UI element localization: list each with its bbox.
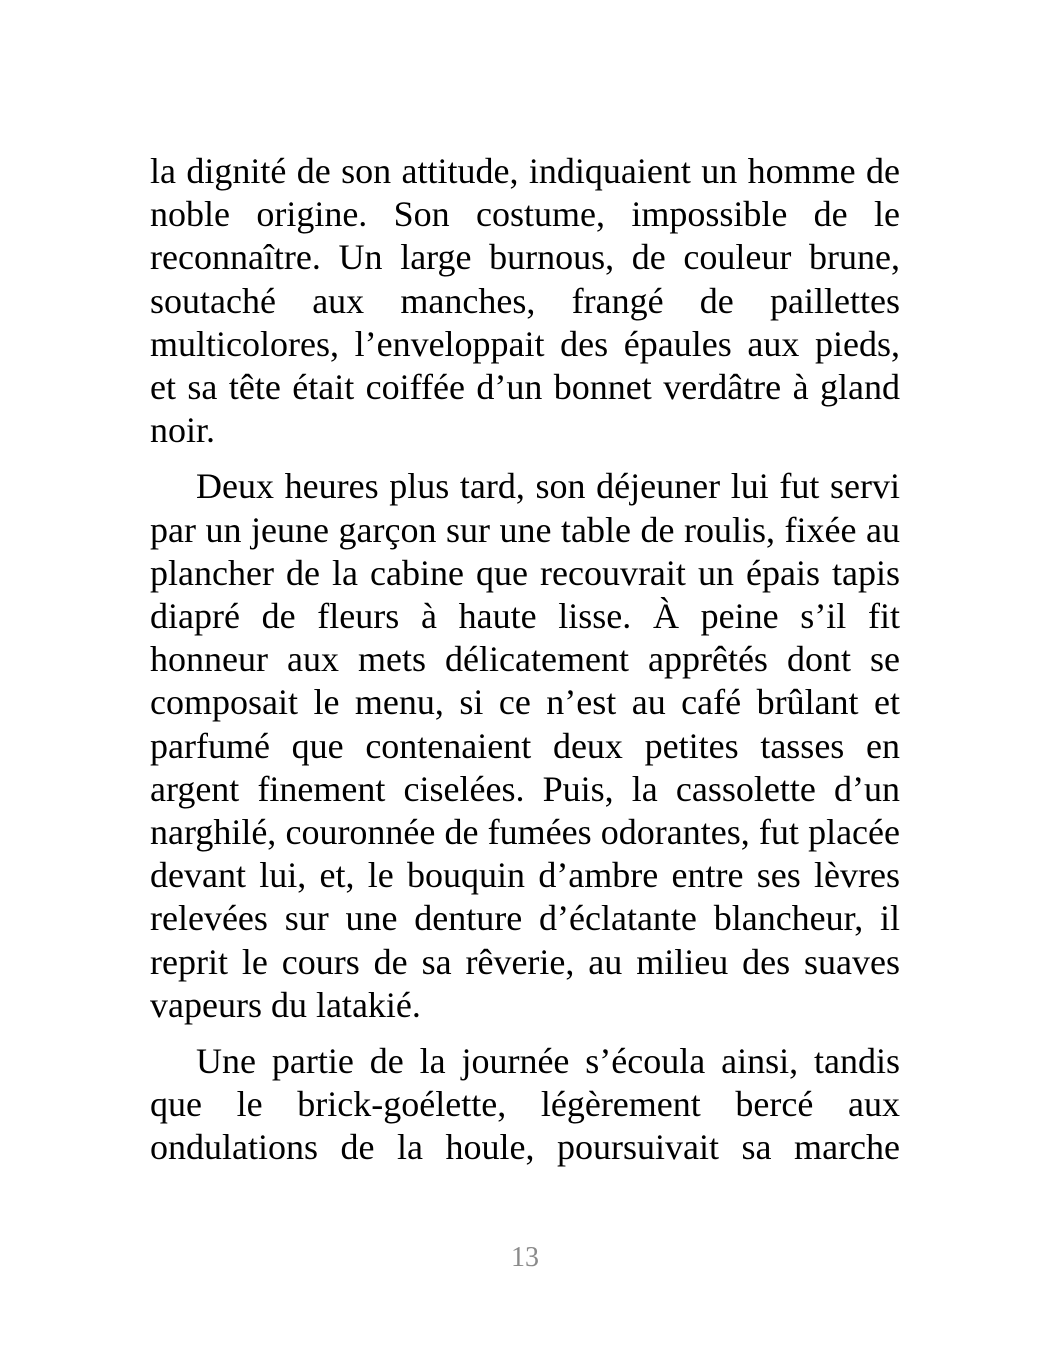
- paragraph-dejeuner: Deux heures plus tard, son déjeuner lui fut servi par un jeune garçon sur une table de roulis, fixée au plancher de la cabine que recouvrait un épais tapis diapré de fleurs à haute lisse. À peine s’il fit honneur aux mets délicatement apprêtés dont se composait le menu, si ce n’est au café brûlant et parfumé que contenaient deux petites tasses en argent finement ciselées. Puis, la cassolette d’un narghilé, couronnée de fumées odorantes, fut placée devant lui, et, le bouquin d’ambre entre ses lèvres relevées sur une denture d’éclatante blancheur, il reprit le cours de sa rêverie, au milieu des suaves vapeurs du latakié.: [150, 466, 900, 1025]
- page-number: 13: [511, 1242, 539, 1273]
- paragraph-journee: Une partie de la journée s’écoula ainsi, tandis que le brick-goélette, légèrement bercé aux ondulations de la houle, poursuivait sa marche: [150, 1041, 900, 1168]
- paragraph-continued: la dignité de son attitude, indiquaient un homme de noble origine. Son costume, impossible de le reconnaître. Un large burnous, de couleur brune, soutaché aux manches, frangé de paillettes multicolores, l’enveloppait des épaules aux pieds, et sa tête était coiffée d’un bonnet verdâtre à gland noir.: [150, 151, 900, 451]
- body-text: [150, 150, 900, 1183]
